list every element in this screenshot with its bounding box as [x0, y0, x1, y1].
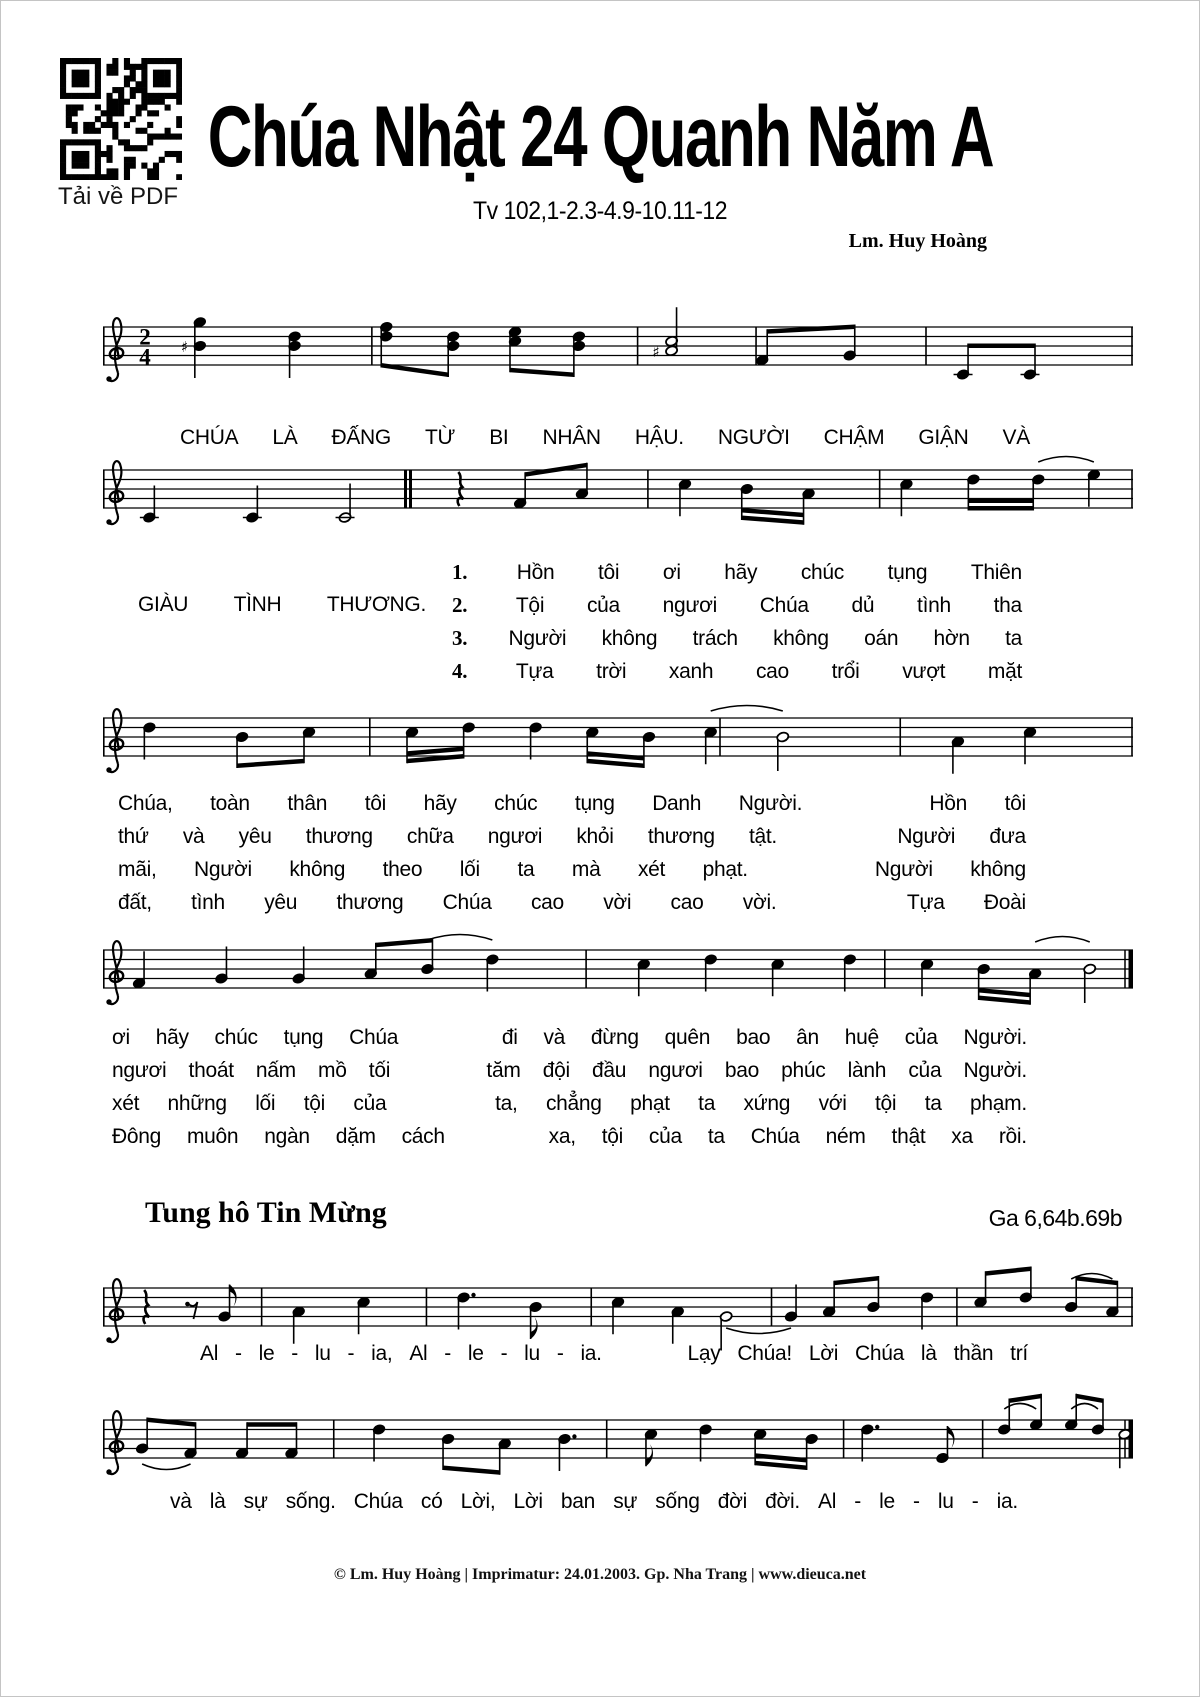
lyric-word: của: [353, 1092, 387, 1115]
lyric-word: có: [420, 1490, 443, 1513]
lyric-word: đừng: [590, 1026, 639, 1049]
lyric-word: ngươi: [487, 825, 543, 848]
page-title: Chúa Nhật 24 Quanh Năm A: [207, 89, 993, 185]
lyric-word: không: [970, 858, 1026, 881]
lyric-word: muôn: [186, 1125, 239, 1148]
lyric-word: huệ: [844, 1026, 879, 1049]
lyric-word: ngàn: [264, 1125, 310, 1148]
lyric-word: Chúa: [759, 594, 809, 617]
lyric-word: Chúa: [750, 1125, 800, 1148]
lyric-word: chữa: [406, 825, 454, 848]
lyric-word: -: [913, 1490, 920, 1513]
lyric-word: với: [818, 1092, 847, 1115]
download-pdf-link[interactable]: Tải về PDF: [58, 183, 179, 210]
lyric-word: thương: [305, 825, 373, 848]
lyric-word: tôi: [364, 792, 386, 815]
lyric-word: phạm.: [970, 1092, 1027, 1115]
lyric-word: le: [467, 1342, 484, 1365]
lyric-word: nấm: [255, 1059, 296, 1082]
lyric-word: Al: [200, 1342, 219, 1365]
lyric-word: Tựa: [515, 660, 554, 683]
lyric-word: vượt: [902, 660, 946, 683]
lyric-word: cao: [755, 660, 789, 683]
lyric-word: hãy: [155, 1026, 189, 1049]
lyric-word: LÀ: [272, 426, 298, 449]
lyric-word: Người.: [963, 1026, 1027, 1049]
lyric-word: sự: [613, 1490, 638, 1513]
lyric-word: của: [648, 1125, 682, 1148]
lyric-word: ta: [924, 1092, 942, 1115]
lyric-word: chúc: [494, 792, 538, 815]
lyric-word: vời: [603, 891, 632, 914]
music-system-3: [97, 662, 1139, 812]
gospel-acclamation-heading: Tung hô Tin Mừng: [145, 1196, 387, 1229]
copyright-footer: © Lm. Huy Hoàng | Imprimatur: 24.01.2003. Gp. Nha Trang | www.dieuca.net: [333, 1566, 867, 1583]
lyric-word: CHÚA: [180, 426, 239, 449]
lyric-word: lành: [847, 1059, 887, 1082]
svg-text:4: 4: [139, 344, 151, 370]
lyric-word: ân: [796, 1026, 819, 1049]
lyric-word: chúc: [800, 561, 845, 584]
lyric-continuation-b2: [112, 1059, 1027, 1083]
refrain-line-2: [138, 593, 426, 617]
lyric-word: bao: [736, 1026, 771, 1049]
lyric-word: Chúa: [854, 1342, 904, 1365]
lyric-continuation-b4: [112, 1125, 1027, 1149]
lyric-word: thoát: [188, 1059, 234, 1082]
lyric-word: quên: [664, 1026, 711, 1049]
lyric-word: sự: [243, 1490, 268, 1513]
lyric-word: Hồn: [929, 792, 967, 815]
gospel-reference: Ga 6,64b.69b: [988, 1205, 1122, 1231]
lyric-word: của: [904, 1026, 938, 1049]
lyric-word: và: [170, 1490, 192, 1513]
verse-number: 2.: [452, 593, 468, 617]
lyric-word: trời: [596, 660, 627, 683]
lyric-word: -: [500, 1342, 508, 1365]
lyric-word: Chúa: [442, 891, 492, 914]
lyric-word: -: [347, 1342, 355, 1365]
lyric-word: dặm: [335, 1125, 376, 1148]
lyric-word: phạt: [630, 1092, 670, 1115]
lyric-word: -: [854, 1490, 861, 1513]
lyric-word: hãy: [724, 561, 758, 584]
lyric-word: đội: [542, 1059, 570, 1082]
lyric-word: đời: [717, 1490, 747, 1513]
lyric-word: là: [920, 1342, 937, 1365]
lyric-word: thật: [891, 1125, 926, 1148]
lyric-word: ơi: [662, 561, 681, 584]
lyric-word: tình: [917, 594, 951, 617]
lyric-word: Chúa: [349, 1026, 399, 1049]
lyric-word: Al: [818, 1490, 837, 1513]
lyric-word: sống.: [285, 1490, 336, 1513]
lyric-word: tối: [368, 1059, 391, 1082]
lyric-word: -: [556, 1342, 564, 1365]
lyric-word: Người: [897, 825, 956, 848]
lyric-word: Người.: [963, 1059, 1027, 1082]
lyric-word: hờn: [933, 627, 970, 650]
lyric-word: Đoài: [983, 891, 1026, 914]
lyric-word: xét: [112, 1092, 140, 1115]
lyric-word: TÌNH: [233, 593, 282, 616]
lyric-word: dủ: [851, 594, 875, 617]
lyric-word: xanh: [668, 660, 714, 683]
lyric-word: tăm: [486, 1059, 521, 1082]
lyric-word: đất,: [118, 891, 152, 914]
lyric-word: sống: [655, 1490, 700, 1513]
lyric-word: mà: [571, 858, 601, 881]
lyric-word: ta: [707, 1125, 725, 1148]
lyric-word: đời.: [765, 1490, 800, 1513]
lyric-word: chẳng: [545, 1092, 602, 1115]
lyric-word: xa: [951, 1125, 973, 1148]
lyric-word: Tội: [515, 594, 545, 617]
lyric-word: yêu: [238, 825, 272, 848]
lyric-word: lu: [937, 1490, 954, 1513]
lyric-word: là: [209, 1490, 226, 1513]
lyric-word: Người: [508, 627, 567, 650]
lyric-word: lối: [459, 858, 480, 881]
lyric-word: Lời: [808, 1342, 839, 1365]
lyric-word: ia.: [996, 1490, 1018, 1513]
lyric-word: Tựa: [906, 891, 945, 914]
lyric-word: không: [289, 858, 346, 881]
lyric-word: yêu: [264, 891, 298, 914]
lyric-word: ĐẤNG: [331, 426, 391, 449]
lyric-word: không: [773, 627, 829, 650]
lyric-word: tội: [601, 1125, 623, 1148]
lyric-word: trổi: [831, 660, 860, 683]
lyric-word: CHẬM: [823, 426, 885, 449]
verse-number: 1.: [452, 560, 468, 584]
lyric-word: ia.: [580, 1342, 602, 1365]
lyric-word: Chúa!: [737, 1342, 792, 1365]
lyric-continuation-a3: [118, 858, 1026, 882]
lyric-word: tật.: [748, 825, 777, 848]
lyric-word: phúc: [781, 1059, 826, 1082]
verse-line-2: [452, 593, 1022, 618]
lyric-word: Lời: [513, 1490, 543, 1513]
lyric-word: tụng: [887, 561, 928, 584]
lyric-word: tôi: [1004, 792, 1026, 815]
music-system-6: [97, 1364, 1139, 1514]
lyric-word: khỏi: [576, 825, 614, 848]
lyric-word: mồ: [318, 1059, 347, 1082]
lyric-word: oán: [864, 627, 899, 650]
lyric-word: mãi,: [118, 858, 157, 881]
lyric-word: ban: [560, 1490, 596, 1513]
lyric-word: tha: [993, 594, 1022, 617]
lyric-word: những: [167, 1092, 227, 1115]
lyric-word: tụng: [574, 792, 615, 815]
lyric-word: đầu: [592, 1059, 627, 1082]
music-system-2: [97, 414, 1139, 564]
lyric-word: le: [879, 1490, 895, 1513]
lyric-word: ngươi: [662, 594, 718, 617]
lyric-word: -: [234, 1342, 242, 1365]
lyric-word: phạt.: [702, 858, 748, 881]
lyric-word: rồi.: [998, 1125, 1027, 1148]
lyric-continuation-a2: [118, 825, 1026, 849]
lyric-word: ta: [1005, 627, 1022, 650]
lyric-word: Thiên: [970, 561, 1022, 584]
music-system-1: [97, 271, 1139, 421]
lyric-word: TỪ: [424, 426, 456, 449]
lyric-word: trí: [1010, 1342, 1028, 1365]
lyric-word: -: [291, 1342, 298, 1365]
lyric-word: le: [258, 1342, 275, 1365]
lyric-word: tôi: [597, 561, 620, 584]
lyric-word: thương: [647, 825, 715, 848]
lyric-word: hãy: [423, 792, 457, 815]
lyric-word: ném: [825, 1125, 866, 1148]
lyric-word: ta,: [495, 1092, 518, 1115]
lyric-word: ia,: [371, 1342, 393, 1365]
lyric-word: Lạy: [687, 1342, 721, 1365]
verse-line-3: [452, 626, 1022, 651]
lyric-word: tội: [875, 1092, 897, 1115]
lyric-word: Chúa,: [118, 792, 173, 815]
lyric-word: thần: [953, 1342, 994, 1365]
lyric-word: tội: [303, 1092, 325, 1115]
lyric-word: Chúa: [353, 1490, 403, 1513]
music-system-5: [97, 1232, 1139, 1382]
lyric-word: xét: [637, 858, 666, 881]
lyric-word: ngươi: [112, 1059, 167, 1082]
music-system-4: [97, 894, 1139, 1044]
lyric-word: Người: [194, 858, 252, 881]
lyric-word: thương: [336, 891, 404, 914]
composer-credit: Lm. Huy Hoàng: [848, 230, 987, 252]
lyric-word: -: [444, 1342, 451, 1365]
lyric-word: GIẬN: [918, 426, 969, 449]
lyric-word: lu: [524, 1342, 540, 1365]
lyric-word: Danh: [652, 792, 702, 815]
lyric-word: NGƯỜI: [717, 426, 790, 449]
lyric-word: tụng: [283, 1026, 324, 1049]
lyric-word: theo: [382, 858, 423, 881]
lyric-word: NHÂN: [542, 426, 601, 449]
lyric-word: ta: [517, 858, 535, 881]
lyric-word: của: [586, 594, 620, 617]
lyric-word: Người.: [738, 792, 803, 815]
lyric-word: của: [908, 1059, 942, 1082]
lyric-word: lối: [255, 1092, 276, 1115]
lyric-word: đưa: [989, 825, 1026, 848]
lyric-word: tình: [191, 891, 225, 914]
lyric-word: BI: [489, 426, 509, 449]
lyric-word: THƯƠNG.: [326, 593, 426, 616]
lyric-word: chúc: [214, 1026, 258, 1049]
lyric-word: ta: [698, 1092, 716, 1115]
lyric-word: cách: [401, 1125, 445, 1148]
lyric-word: xa,: [548, 1125, 576, 1148]
lyric-word: và: [543, 1026, 566, 1049]
lyric-word: bao: [724, 1059, 759, 1082]
psalm-reference: Tv 102,1-2.3-4.9-10.11-12: [472, 197, 728, 225]
lyric-word: đi: [501, 1026, 518, 1049]
lyric-word: thứ: [118, 825, 149, 848]
svg-text:2: 2: [139, 324, 151, 350]
lyric-word: ngươi: [648, 1059, 703, 1082]
lyric-word: trách: [692, 627, 738, 650]
lyric-word: không: [601, 627, 658, 650]
lyric-word: Người: [874, 858, 933, 881]
lyric-word: Đông: [112, 1125, 162, 1148]
lyric-word: GIÀU: [138, 593, 189, 616]
lyric-word: -: [971, 1490, 979, 1513]
svg-text:♯: ♯: [180, 338, 189, 356]
svg-text:♯: ♯: [652, 342, 660, 361]
lyric-word: Lời,: [460, 1490, 496, 1513]
verse-number: 3.: [452, 626, 468, 650]
lyric-word: mặt: [987, 660, 1022, 683]
lyric-word: toàn: [210, 792, 250, 815]
lyric-word: ơi: [112, 1026, 130, 1049]
lyric-word: Hồn: [516, 561, 555, 584]
lyric-word: VÀ: [1002, 426, 1030, 449]
lyric-continuation-b3: [112, 1092, 1027, 1116]
lyric-word: cao: [670, 891, 704, 914]
lyric-word: HẬU.: [634, 426, 684, 449]
lyric-word: cao: [530, 891, 564, 914]
lyric-word: lu: [314, 1342, 331, 1365]
lyric-word: thân: [287, 792, 328, 815]
lyric-word: vời.: [742, 891, 777, 914]
lyric-word: và: [182, 825, 205, 848]
lyric-word: xứng: [743, 1092, 791, 1115]
verse-number: 4.: [452, 659, 468, 683]
lyric-word: Al: [409, 1342, 428, 1365]
